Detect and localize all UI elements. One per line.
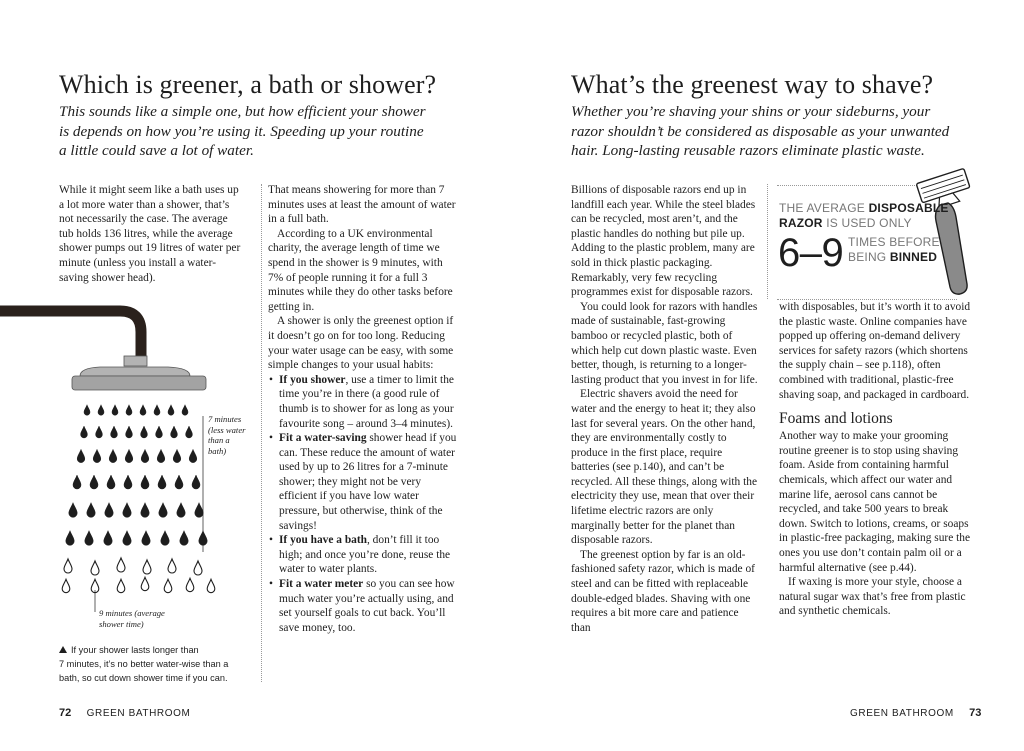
water-drop-icon [168, 405, 174, 416]
water-drop-icon [143, 560, 151, 574]
water-drop-icon [126, 426, 133, 438]
water-drop-icon [192, 475, 200, 489]
page-number: 72 [59, 707, 72, 719]
shower-head [80, 367, 190, 376]
right-page [512, 0, 1024, 751]
column-divider [767, 184, 768, 299]
habits-list [268, 373, 458, 636]
water-drop-icon [156, 426, 163, 438]
water-drop-icon [189, 449, 197, 462]
right-standfirst: Whether you’re shaving your shins or your sideburns, your razor shouldn’t be considered as disposable as your unwanted hair. Long-lasting reusable razors eliminate plastic waste. [571, 103, 950, 159]
water-drop-icon [207, 579, 215, 592]
water-drop-icon [109, 449, 117, 462]
water-drop-icon [117, 558, 125, 572]
water-drop-icon [77, 449, 85, 462]
water-drop-icon [195, 503, 203, 518]
water-drop-icon [186, 426, 193, 438]
water-drop-icon [93, 449, 101, 462]
water-drop-icon [87, 503, 95, 518]
left-standfirst: This sounds like a simple one, but how efficient your shower is depends on how you’re using it. Speeding up your routine a little could save a lot of water. [59, 103, 426, 159]
water-drop-icon [66, 531, 74, 546]
left-col2-paragraph-3: A shower is only the greenest option if it doesn’t go on for too long. Reducing your water usage can be easy, with some simple changes to your usual habits: [268, 315, 454, 372]
running-head: GREEN BATHROOM [86, 708, 191, 719]
right-col1-paragraph-1: Billions of disposable razors end up in landfill each year. While the steel blades can be recycled, most aren’t, and the plastic handles do nothing but pile up. Adding to the plastic problem, many are sold in thick plastic packaging. Remarkably, very few recycling programmes exist for disposable razors. [571, 184, 756, 299]
right-col1-paragraph-3: Electric shavers avoid the need for water and the energy to heat it; they also last for several years. On the other hand, they are environmentally costly to produce in the first place, require batteries (see p.140), and can’t be recycled. All these things, along with the electricity they use, mean that over their lifetime electric razors are only marginally better for the planet than disposable razors. [571, 388, 758, 547]
water-drop-icon [126, 405, 132, 416]
water-drop-icon [69, 503, 77, 518]
water-drop-icon [85, 531, 93, 546]
right-column-1 [571, 183, 758, 635]
caption-triangle-icon [59, 646, 67, 653]
water-drop-icon [98, 405, 104, 416]
water-drop-icon [117, 579, 125, 592]
left-footer [59, 707, 190, 719]
water-drop-icon [123, 503, 131, 518]
water-drop-icon [125, 449, 133, 462]
habit-item: • Fit a water meter so you can see how much water you’re actually using, and set yourself goals to cut back. You’ll save money, too. [268, 577, 458, 635]
water-drop-icon [173, 449, 181, 462]
water-drop-icon [105, 503, 113, 518]
left-column-2 [268, 183, 458, 635]
water-drop-icon [142, 531, 150, 546]
right-column-2 [779, 300, 975, 619]
right-col1-paragraph-2: You could look for razors with handles made of sustainable, fast-growing bamboo or recycled plastic, both of which help cut down plastic waste. Even better, though, is returning to a longer-lasting product that you invest in for life. [571, 300, 758, 386]
water-drop-icon [180, 531, 188, 546]
water-drop-icon [154, 405, 160, 416]
water-drop-icon [175, 475, 183, 489]
right-footer [850, 707, 981, 719]
water-drop-icon [177, 503, 185, 518]
water-drop-icon [96, 426, 103, 438]
right-col2-paragraph-2: Another way to make your grooming routine greener is to stop using shaving foam. Aside from containing harmful chemicals, which affect our water and marine life, aerosol cans cannot be recycled, and take 500 years to break down. Switch to lotions, creams, or soaps in plastic-free packaging, making sure the ones you use don’t contain palm oil or a harmful alternative (see p.44). [779, 430, 971, 574]
habit-item: • Fit a water-saving shower head if you can. These reduce the amount of water used by up to 26 litres for a 7-minute shower; they might not be very efficient if you have low water pressure, but otherwise, think of the savings! [268, 431, 458, 533]
water-drop-icon [107, 475, 115, 489]
water-drop-icon [84, 405, 90, 416]
water-drop-icon [104, 531, 112, 546]
stat-rule-top [777, 185, 917, 186]
water-drop-icon [141, 475, 149, 489]
right-col1-paragraph-4: The greenest option by far is an old-fashioned safety razor, which is made of steel and can be fitted with replaceable double-edged blades. Shaving with one requires a bit more care and patience than [571, 548, 755, 634]
water-drop-icon [141, 577, 149, 590]
water-drop-icon [141, 426, 148, 438]
shower-illustration [0, 290, 240, 620]
left-col2-paragraph-2: According to a UK environmental charity, the average length of time we spend in the shower is 9 minutes, with 7% of people running it for a full 3 minutes while they do other tasks before getting in. [268, 227, 453, 313]
water-drop-icon [64, 559, 72, 573]
water-drop-icon [158, 475, 166, 489]
water-drop-icon [73, 475, 81, 489]
water-drop-icon [171, 426, 178, 438]
water-drop-icon [168, 559, 176, 573]
water-drop-icon [182, 405, 188, 416]
water-drop-icon [124, 475, 132, 489]
water-drop-icon [123, 531, 131, 546]
right-heading: What’s the greenest way to shave? [571, 70, 934, 99]
right-col2-paragraph-3: If waxing is more your style, choose a natural sugar wax that’s free from plastic and synthetic chemicals. [779, 576, 966, 618]
subheading-foams: Foams and lotions [779, 410, 893, 428]
habit-item: • If you shower, use a timer to limit the time you’re in there (a good rule of thumb is to shower for as long as your favourite song – around 3–4 minutes). [268, 373, 458, 431]
water-drop-icon [112, 405, 118, 416]
shower-head-rim [72, 376, 206, 390]
running-head: GREEN BATHROOM [850, 708, 954, 719]
water-drop-icon [81, 426, 88, 438]
razor-stat: THE AVERAGE DISPOSABLE RAZOR IS USED ONLY 6–9 TIMES BEFORE BEING BINNED [778, 201, 949, 275]
left-col1-paragraph: While it might seem like a bath uses up a lot more water than a shower, that’s not necessarily the case. The average tub holds 136 litres, while the average shower pumps out 19 litres of water per minute (unless you install a water-saving shower head). [59, 184, 241, 284]
stat-number: 6–9 [778, 231, 844, 275]
shower-pipe [0, 311, 141, 360]
note-7-minutes: 7 minutes (less water than a bath) [208, 414, 246, 456]
water-drop-icon [186, 578, 194, 591]
water-drop-icon [194, 561, 202, 575]
water-drop-icon [157, 449, 165, 462]
water-drop-icon [141, 503, 149, 518]
water-drop-icon [90, 475, 98, 489]
water-drop-icon [62, 579, 70, 592]
left-col2-paragraph-1: That means showering for more than 7 minutes uses at least the amount of water in a full bath. [268, 184, 456, 226]
left-column-1 [59, 183, 242, 285]
right-col2-paragraph-1: with disposables, but it’s worth it to avoid the plastic waste. Online companies have popped up offering on-demand delivery services for safety razors (which shortens the supply chain – see p.118), often combined with traditional, plastic-free shaving soap, and packaged in cardboard. [779, 301, 971, 401]
left-heading: Which is greener, a bath or shower? [59, 70, 437, 99]
water-drop-icon [161, 531, 169, 546]
water-drop-icon [111, 426, 118, 438]
note-9-minutes: 9 minutes (average shower time) [99, 608, 165, 629]
water-drop-icon [164, 579, 172, 592]
water-drop-icon [141, 449, 149, 462]
water-drops [62, 405, 215, 593]
page-number: 73 [969, 707, 982, 719]
shower-neck [124, 356, 147, 366]
figure-caption: If your shower lasts longer than 7 minutes, it’s no better water-wise than a bath, so cut down shower time if you can. [59, 645, 229, 683]
column-divider [261, 184, 262, 682]
water-drop-icon [159, 503, 167, 518]
habit-item: • If you have a bath, don’t fill it too high; and once you’re done, reuse the water to water plants. [268, 533, 458, 577]
water-drop-icon [140, 405, 146, 416]
water-drop-icon [91, 561, 99, 575]
